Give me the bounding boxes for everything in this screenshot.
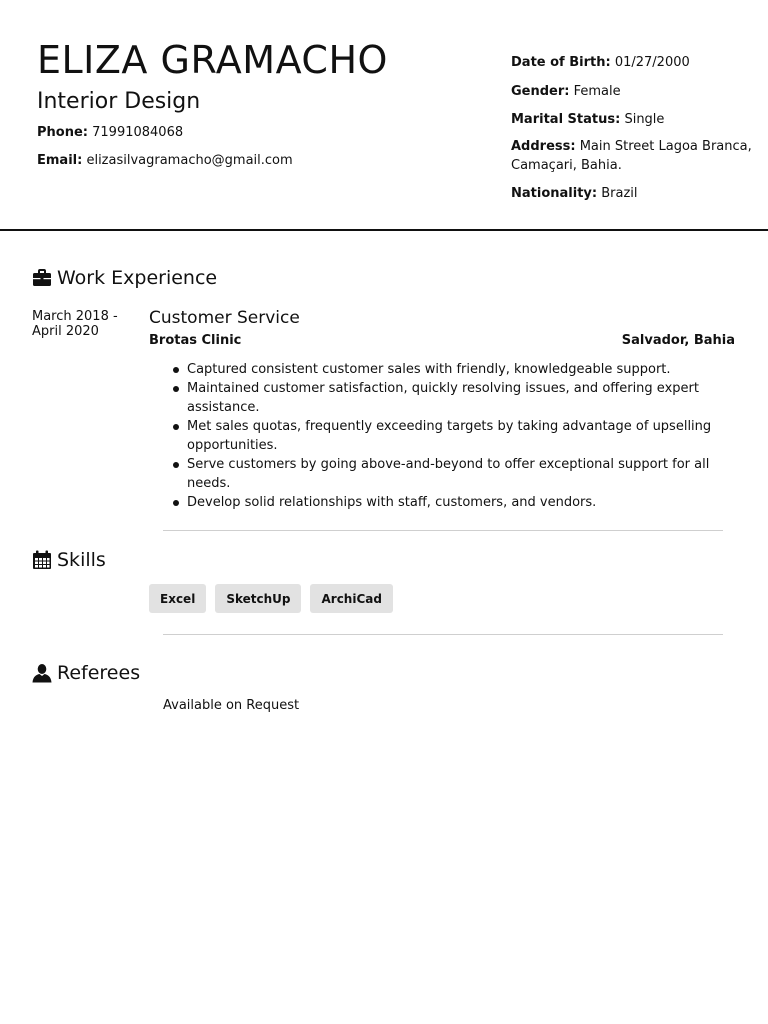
candidate-name: ELIZA GRAMACHO	[37, 38, 388, 82]
work-experience-heading	[32, 265, 217, 291]
skill-tag: Excel	[149, 584, 206, 613]
phone-line	[37, 125, 183, 140]
phone-label: Phone:	[37, 125, 88, 140]
briefcase-icon	[32, 268, 52, 288]
address-value: Main Street Lagoa Branca, Camaçari, Bahia.	[511, 139, 752, 173]
list-item: Met sales quotas, frequently exceeding targets by taking advantage of upselling opportunities.	[187, 417, 717, 455]
list-item: Serve customers by going above-and-beyond to offer exceptional support for all needs.	[187, 455, 717, 493]
calendar-icon	[32, 550, 52, 570]
skill-tag: SketchUp	[215, 584, 301, 613]
phone-value: 71991084068	[92, 125, 184, 140]
section-divider	[163, 530, 723, 531]
marital-status-label: Marital Status:	[511, 112, 621, 127]
dob-value: 01/27/2000	[614, 55, 690, 70]
referees-heading	[32, 660, 140, 686]
nationality-label: Nationality:	[511, 186, 598, 201]
work-experience-title: Work Experience	[57, 267, 218, 289]
job-location: Salvador, Bahia	[621, 333, 735, 348]
dob-line	[511, 53, 761, 72]
email-value: elizasilvagramacho@gmail.com	[86, 153, 293, 168]
gender-label: Gender:	[511, 84, 570, 99]
skills-heading	[32, 547, 106, 573]
job-title: Customer Service	[149, 308, 300, 328]
gender-value: Female	[573, 84, 621, 99]
referees-text: Available on Request	[163, 698, 300, 713]
marital-status-line	[511, 110, 761, 129]
candidate-role: Interior Design	[37, 89, 201, 114]
job-duties-list	[187, 360, 717, 512]
list-item: Develop solid relationships with staff, customers, and vendors.	[187, 493, 717, 512]
skills-title: Skills	[57, 549, 106, 571]
nationality-value: Brazil	[601, 186, 638, 201]
address-line	[511, 137, 761, 175]
skill-tag: ArchiCad	[310, 584, 392, 613]
header-divider	[0, 229, 768, 231]
section-divider	[163, 634, 723, 635]
gender-line	[511, 82, 761, 101]
job-company: Brotas Clinic	[149, 333, 242, 348]
email-label: Email:	[37, 153, 83, 168]
referees-title: Referees	[57, 662, 141, 684]
skills-list	[149, 584, 393, 613]
user-icon	[32, 663, 52, 683]
list-item: Captured consistent customer sales with friendly, knowledgeable support.	[187, 360, 717, 379]
list-item: Maintained customer satisfaction, quickly resolving issues, and offering expert assistance.	[187, 379, 717, 417]
nationality-line	[511, 184, 761, 203]
address-label: Address:	[511, 139, 576, 154]
email-line	[37, 153, 293, 168]
job-dates: March 2018 - April 2020	[32, 309, 118, 339]
dob-label: Date of Birth:	[511, 55, 611, 70]
marital-status-value: Single	[624, 112, 665, 127]
